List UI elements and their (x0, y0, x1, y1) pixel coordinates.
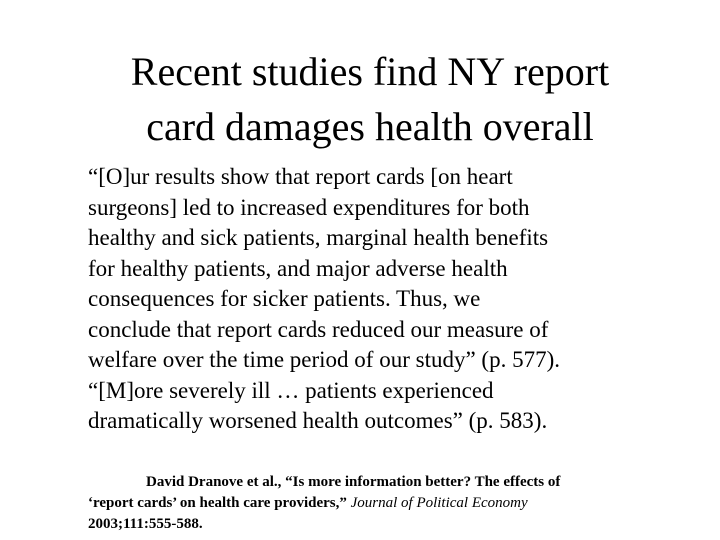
citation (88, 472, 708, 535)
citation-line-2 (88, 493, 708, 514)
title-line-2: card damages health overall (146, 104, 594, 149)
slide-title (60, 44, 680, 154)
quote-line: welfare over the time period of our study” (p. 577). (88, 347, 560, 372)
quote-line: consequences for sicker patients. Thus, we (88, 286, 481, 311)
citation-article-title: ‘report cards’ on health care providers,” (88, 495, 351, 511)
quote-line: “[O]ur results show that report cards [on heart (88, 164, 513, 189)
citation-journal: Journal of Political Economy (350, 495, 528, 511)
citation-line-3: 2003;111:555-588. (88, 516, 203, 532)
citation-line-1: David Dranove et al., “Is more information better? The effects of (146, 474, 561, 490)
quote-line: conclude that report cards reduced our measure of (88, 316, 549, 342)
quote-line: “[M]ore severely ill … patients experienced (88, 377, 494, 403)
quote-line: surgeons] led to increased expenditures for both (88, 194, 530, 220)
quote-line: for healthy patients, and major adverse health (88, 255, 508, 281)
title-line-1: Recent studies find NY report (130, 49, 610, 94)
quote-block (88, 162, 688, 437)
quote-line: dramatically worsened health outcomes” (p. 583). (88, 408, 548, 433)
quote-line: healthy and sick patients, marginal health benefits (88, 225, 549, 250)
